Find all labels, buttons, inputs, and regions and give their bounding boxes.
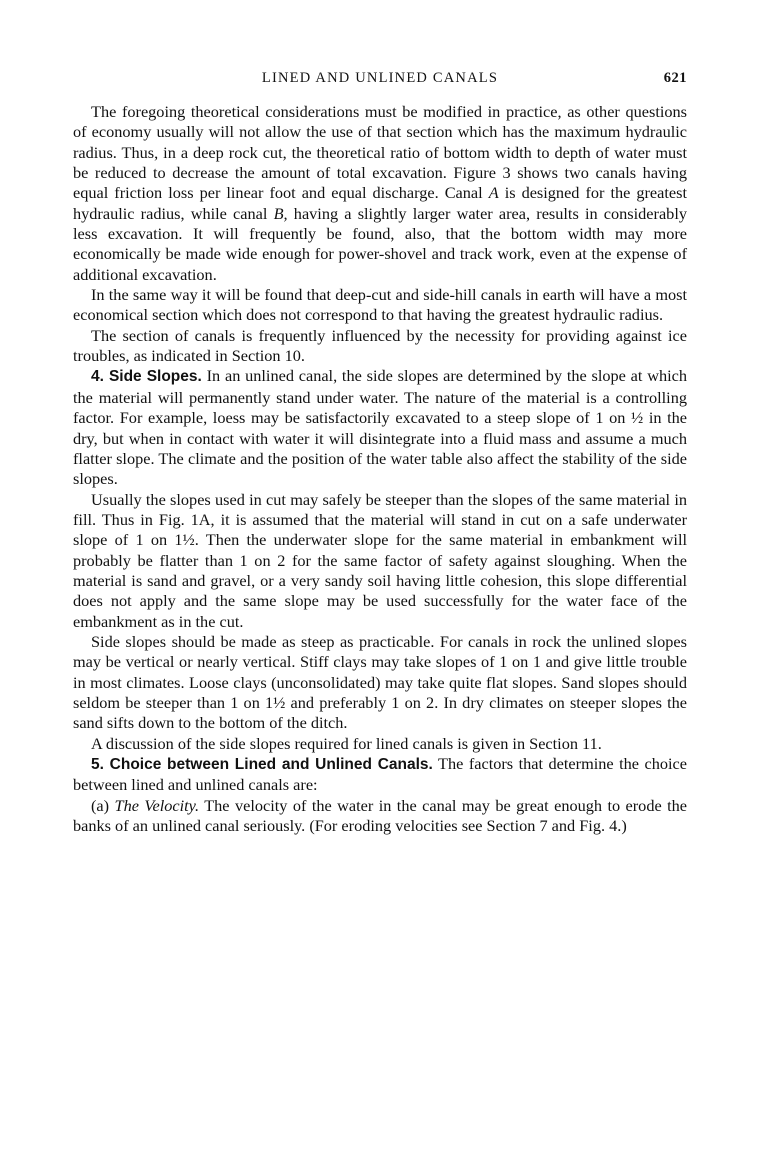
page-number: 621 — [663, 70, 687, 86]
paragraph-text: In an unlined canal, the side slopes are determined by the slope at which the material will permanently stand under water. The nature of the material is a controlling factor. For example, loess may be satisfactorily excavated to a steep slope of 1 on ½ in the dry, but when in contact with water it will disintegrate into a fluid mass and assume a much flatter slope. The climate and the position of the water table also affect the stability of the side slopes. — [73, 366, 687, 489]
paragraph-side-slopes — [73, 366, 687, 489]
paragraph-text: The velocity of the water in the canal may be great enough to erode the banks of an unlined canal seriously. (For eroding velocities see Section 7 and Fig. 4.) — [73, 795, 688, 836]
paragraph-cut-vs-fill: Usually the slopes used in cut may safely be steeper than the slopes of the same material in fill. Thus in Fig. 1A, it is assumed that the material will stand in cut on a safe underwater slope of 1 on 1½. Then the underwater slope for the same material in embankment will probably be flatter than 1 on 2 for the same factor of safety against sloughing. When the material is sand and gravel, or a very sandy soil having little cohesion, this slope differential does not apply and the same slope may be used successfully for the water face of the embankment as in the cut. — [73, 489, 687, 631]
paragraph-economy — [73, 102, 687, 285]
paragraph-text: The foregoing theoretical considerations must be modified in practice, as other questions of economy usually will not allow the use of that section which has the maximum hydraulic radius. Thus, in a deep rock cut, the theoretical ratio of bottom width to depth of water must be reduced to decrease the amount of total excavation. Figure 3 shows two canals having equal friction loss per linear foot and equal discharge. Canal — [73, 102, 687, 203]
section-heading-choice: 5. Choice between Lined and Unlined Canals. — [91, 756, 433, 773]
paragraph-steep-slopes: Side slopes should be made as steep as practicable. For canals in rock the unlined slopes may be vertical or nearly vertical. Stiff clays may take slopes of 1 on 1 and give little trouble in most climates. Loose clays (unconsolidated) may take quite flat slopes. Sand slopes should seldom be steeper than 1 on 1½ and preferably 1 on 2. In dry climates on steeper slopes the sand sifts down to the bottom of the ditch. — [73, 631, 687, 733]
item-label: (a) — [91, 795, 110, 815]
canal-a-label: A — [488, 183, 499, 203]
paragraph-text: having a slightly larger water area, results in considerably less excavation. It will frequently be found, also, that the bottom width may more economically be made wide enough for power-shovel and track work, even at the expense of additional excavation. — [73, 203, 687, 284]
paragraph-choice-lined-unlined — [73, 754, 687, 796]
paragraph-ice-troubles: The section of canals is frequently influenced by the necessity for providing against ice troubles, as indicated in Section 10. — [73, 325, 687, 366]
canal-b-label: B, — [273, 203, 288, 223]
paragraph-text: The factors that determine the choice between lined and unlined canals are: — [73, 754, 687, 795]
item-heading-velocity: The Velocity. — [114, 795, 200, 815]
paragraph-lined-slopes-ref: A discussion of the side slopes required for lined canals is given in Section 11. — [91, 733, 602, 753]
running-title: LINED AND UNLINED CANALS — [261, 70, 499, 86]
paragraph-velocity — [73, 796, 687, 837]
page-body — [73, 102, 687, 836]
running-header — [73, 70, 687, 94]
paragraph-text: is designed for the greatest hydraulic radius, while canal — [73, 183, 687, 223]
paragraph-deep-cut: In the same way it will be found that deep-cut and side-hill canals in earth will have a most economical section which does not correspond to that having the greatest hydraulic radius. — [73, 285, 687, 325]
section-heading-side-slopes: 4. Side Slopes. — [91, 368, 202, 386]
